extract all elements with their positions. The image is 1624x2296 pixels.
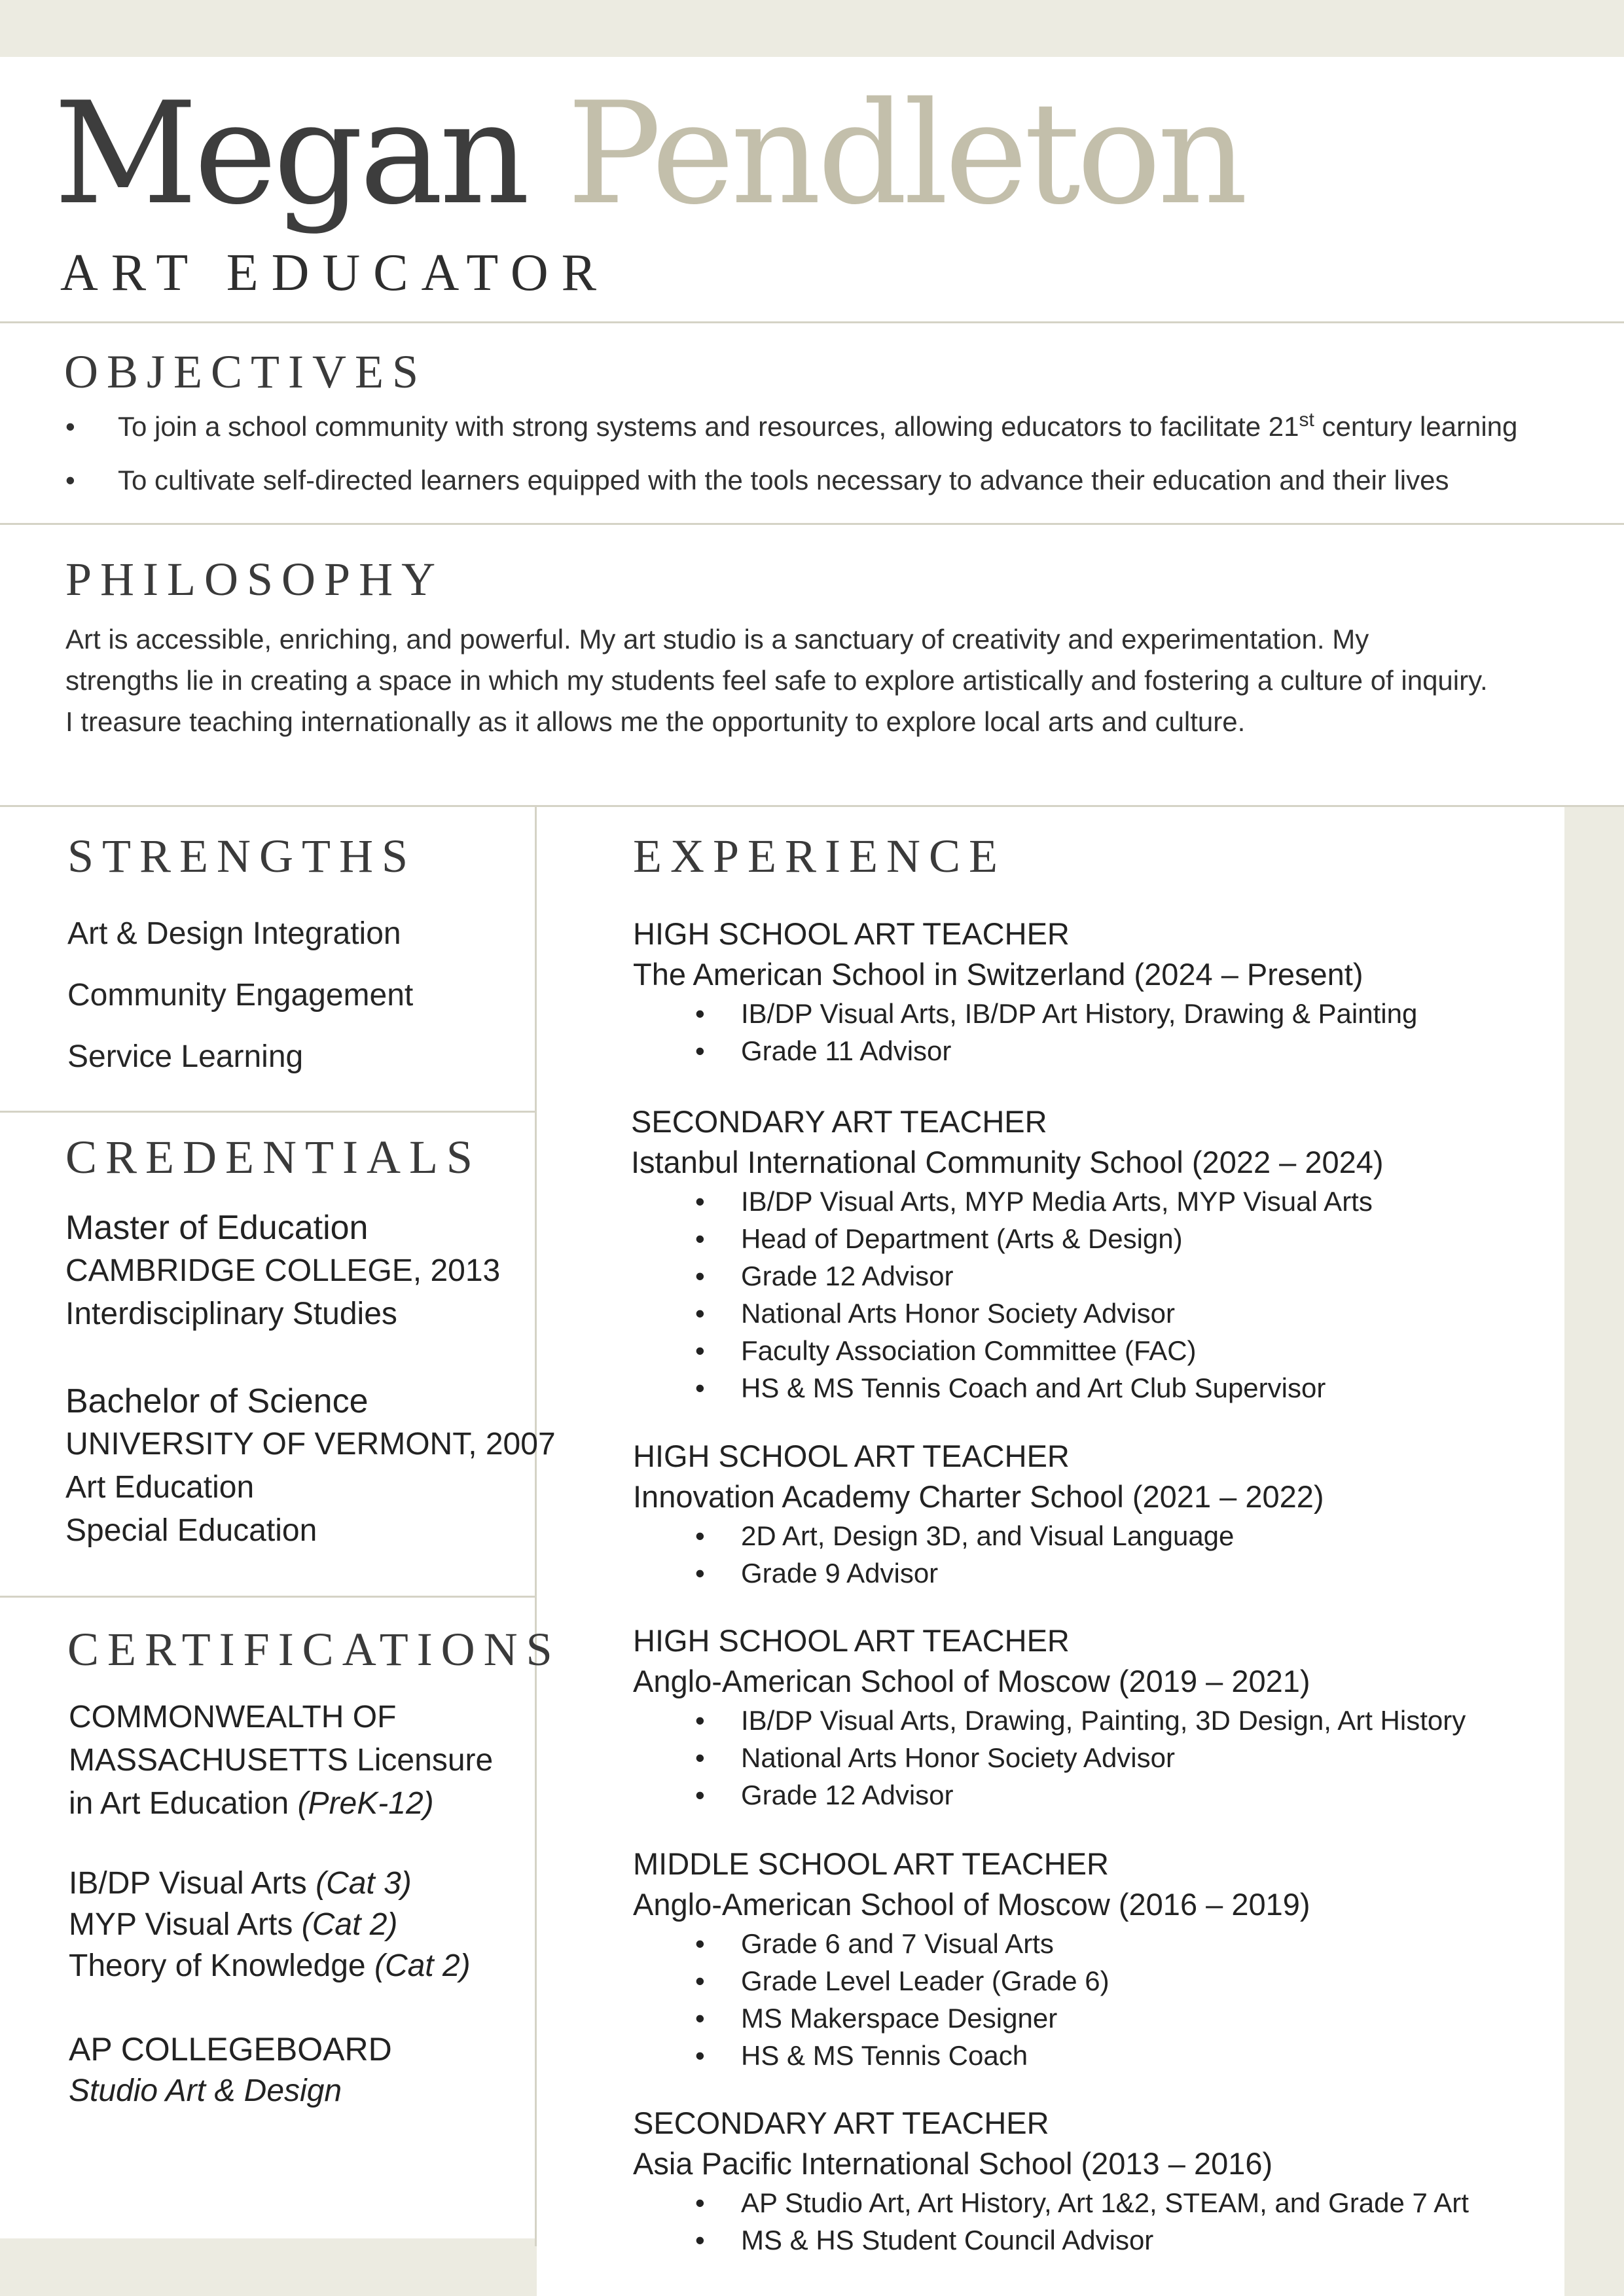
job-title: SECONDARY ART TEACHER (631, 1104, 1047, 1139)
job-bullets (695, 1517, 1549, 1592)
job-bullet: • Faculty Association Committee (FAC) (695, 1332, 1547, 1369)
job-bullet: • HS & MS Tennis Coach and Art Club Supervisor (695, 1369, 1547, 1407)
philosophy-text (65, 619, 1584, 742)
cert-line: MYP Visual Arts (Cat 2) (69, 1907, 398, 1942)
job-school: Asia Pacific International School (2013 – 2016) (633, 2146, 1273, 2181)
last-name: Pendleton (567, 71, 1244, 236)
first-name: Megan (54, 71, 526, 236)
job-entry (633, 1436, 1549, 1592)
job-entry (633, 1844, 1549, 2074)
job-bullet: • IB/DP Visual Arts, Drawing, Painting, 3D Design, Art History (695, 1702, 1549, 1739)
cert-ap (69, 2029, 540, 2111)
job-bullet: • Grade 11 Advisor (695, 1032, 1549, 1069)
divider-header (0, 321, 1624, 323)
job-bullets (695, 995, 1549, 1069)
bottom-left-band (0, 2238, 537, 2296)
job-bullets (695, 2184, 1549, 2259)
job-title: HIGH SCHOOL ART TEACHER (633, 1439, 1070, 1473)
job-bullet: • Grade 6 and 7 Visual Arts (695, 1925, 1549, 1962)
strengths-list (67, 903, 526, 1088)
job-school: Istanbul International Community School (2022 – 2024) (631, 1145, 1384, 1179)
job-bullet: • National Arts Honor Society Advisor (695, 1739, 1549, 1776)
job-bullet: • MS & HS Student Council Advisor (695, 2221, 1549, 2259)
job-bullet: • National Arts Honor Society Advisor (695, 1295, 1547, 1332)
philosophy-heading: PHILOSOPHY (65, 553, 444, 605)
job-title: MIDDLE SCHOOL ART TEACHER (633, 1846, 1109, 1881)
objective-item: • To join a school community with strong systems and resources, allowing educators to facilitate 21st century learning (65, 407, 1610, 446)
job-role: ART EDUCATOR (60, 244, 609, 302)
divider-strengths (0, 1111, 535, 1113)
job-bullet: • Grade 12 Advisor (695, 1257, 1547, 1295)
job-title: HIGH SCHOOL ART TEACHER (633, 916, 1070, 951)
right-band (1564, 806, 1624, 2296)
job-entry (633, 914, 1549, 1069)
cert-line: in Art Education (PreK-12) (69, 1786, 434, 1821)
cert-line: Theory of Knowledge (Cat 2) (69, 1948, 471, 1983)
job-entry (633, 1621, 1549, 1814)
cert-massachusetts (69, 1696, 540, 1825)
cert-line: IB/DP Visual Arts (Cat 3) (69, 1866, 412, 1901)
experience-heading: EXPERIENCE (633, 830, 1006, 882)
credentials-heading: CREDENTIALS (65, 1131, 481, 1183)
degree-school: UNIVERSITY OF VERMONT, 2007 (65, 1427, 556, 1462)
job-bullet: • AP Studio Art, Art History, Art 1&2, STEAM, and Grade 7 Art (695, 2184, 1549, 2221)
cert-line: COMMONWEALTH OF (69, 1700, 397, 1734)
job-entry (631, 1102, 1547, 1407)
degree-name: Master of Education (65, 1209, 369, 1247)
degree-school: CAMBRIDGE COLLEGE, 2013 (65, 1253, 501, 1288)
degree-field: Interdisciplinary Studies (65, 1297, 397, 1331)
job-bullet: • MS Makerspace Designer (695, 2000, 1549, 2037)
degree-field: Special Education (65, 1513, 317, 1548)
job-school: The American School in Switzerland (2024 – Present) (633, 957, 1363, 992)
objectives-heading: OBJECTIVES (64, 346, 427, 398)
job-bullets (695, 1183, 1547, 1407)
strength-item: Community Engagement (67, 978, 414, 1013)
strength-item: Service Learning (67, 1039, 304, 1074)
top-band (0, 0, 1624, 57)
job-bullet: • Head of Department (Arts & Design) (695, 1220, 1547, 1257)
cert-line: AP COLLEGEBOARD (69, 2031, 392, 2068)
job-bullet: • IB/DP Visual Arts, IB/DP Art History, Drawing & Painting (695, 995, 1549, 1032)
job-bullets (695, 1702, 1549, 1814)
job-bullet: • IB/DP Visual Arts, MYP Media Arts, MYP Visual Arts (695, 1183, 1547, 1220)
philosophy-line: strengths lie in creating a space in which my students feel safe to explore artistically and fostering a culture of inquiry. (65, 665, 1488, 696)
strength-item: Art & Design Integration (67, 916, 401, 951)
cert-line: Studio Art & Design (69, 2073, 342, 2108)
job-bullet: • Grade 9 Advisor (695, 1554, 1549, 1592)
objective-item: • To cultivate self-directed learners equipped with the tools necessary to advance their education and their lives (65, 461, 1610, 500)
job-school: Anglo-American School of Moscow (2019 – 2021) (633, 1664, 1310, 1698)
credential-master (65, 1206, 537, 1336)
job-school: Innovation Academy Charter School (2021 – 2022) (633, 1479, 1324, 1514)
credential-bachelor (65, 1380, 556, 1552)
philosophy-line: I treasure teaching internationally as it allows me the opportunity to explore local arts and culture. (65, 706, 1246, 737)
divider-philosophy (0, 805, 1624, 807)
cert-ib (69, 1863, 540, 1986)
job-title: HIGH SCHOOL ART TEACHER (633, 1623, 1070, 1658)
objectives-list (65, 407, 1610, 514)
cert-line: MASSACHUSETTS Licensure (69, 1743, 494, 1778)
job-bullet: • Grade Level Leader (Grade 6) (695, 1962, 1549, 2000)
certifications-heading: CERTIFICATIONS (67, 1623, 561, 1676)
job-title: SECONDARY ART TEACHER (633, 2106, 1049, 2140)
degree-name: Bachelor of Science (65, 1382, 369, 1420)
job-bullet: • 2D Art, Design 3D, and Visual Language (695, 1517, 1549, 1554)
divider-objectives (0, 523, 1624, 525)
job-bullet: • Grade 12 Advisor (695, 1776, 1549, 1814)
degree-field: Art Education (65, 1470, 255, 1505)
strengths-heading: STRENGTHS (67, 830, 417, 882)
philosophy-line: Art is accessible, enriching, and powerful. My art studio is a sanctuary of creativity and experimentation. My (65, 624, 1369, 655)
job-school: Anglo-American School of Moscow (2016 – 2019) (633, 1887, 1310, 1922)
job-entry (633, 2103, 1549, 2259)
job-bullet: • HS & MS Tennis Coach (695, 2037, 1549, 2074)
divider-credentials (0, 1596, 535, 1598)
candidate-name (54, 71, 1244, 236)
job-bullets (695, 1925, 1549, 2074)
